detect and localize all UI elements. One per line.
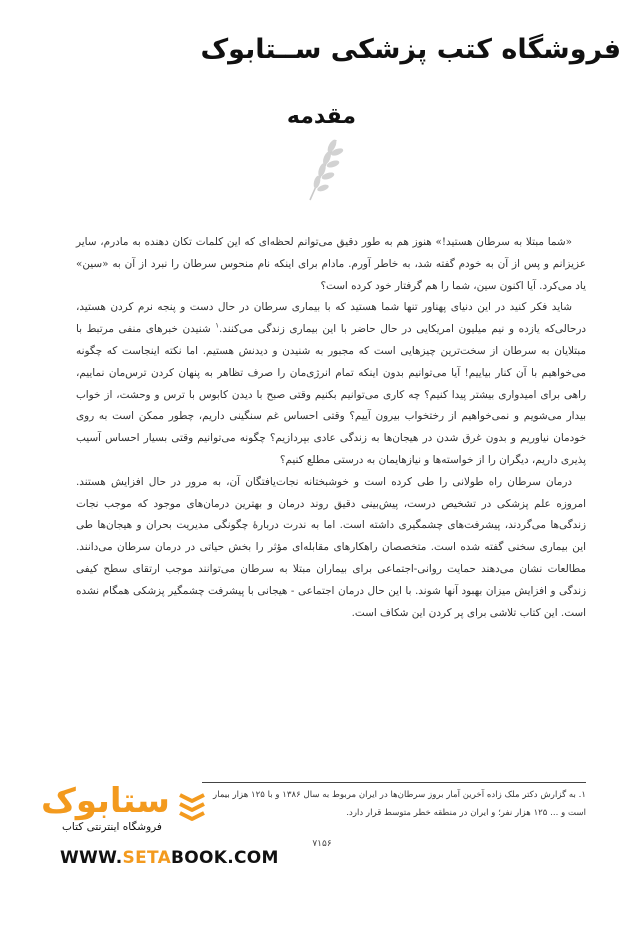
setabook-logo (41, 781, 202, 839)
page-number: ۷۱۵۶ (312, 839, 332, 849)
url-accent: SETA (122, 848, 172, 868)
paragraph-2-start: شاید فکر کنید در این دنیای پهناور تنها شما هستید که با بیماری سرطان در حال دست و پنجه نرم کردن هستید، درحالی‌که یازده و نیم میلیون امریکایی در حال حاضر با این بیماری زندگی می‌کنند. (76, 301, 586, 336)
logo-brand-name: ستابوک (41, 781, 170, 821)
body-text (76, 232, 586, 624)
footnote-reference: ۱ (215, 321, 219, 330)
paragraph-1: «شما مبتلا به سرطان هستید!» هنوز هم به طور دقیق می‌توانم لحظه‌ای که این کلمات تکان دهنده به مادرم، سایر عزیزانم و پس از آن به خودم گفته شد، به خاطر آورم. مادام برای اینکه نام منحوس سرطان را نبرد از آن به «سین» یاد می‌کرد. آیا اکنون سین، شما را هم گرفتار خود کرده است؟ (76, 236, 586, 292)
url-suffix: BOOK.COM (171, 848, 279, 868)
paragraph-2 (76, 297, 586, 471)
store-title: فروشگاه کتب پزشکی ســتابوک (200, 34, 621, 65)
paragraph-3: درمان سرطان راه طولانی را طی کرده است و خوشبختانه نجات‌یافتگان آن، به مرور در حال افزایش هستند. امروزه علم پزشکی در تشخیص درست، پیش‌بینی دقیق روند درمان و بهترین درمان‌های موجود که موجب نجات زندگی‌ها می‌گردند، پیشرفت‌های چشمگیری داشته است. اما به ندرت دربارهٔ چگونگی مدیریت بحران و هیجان‌ها طی این بیماری سخنی گفته شده است. متخصصان راهکارهای مقابله‌ای مؤثر را بخش حیاتی در درمان سرطان می‌دانند. مطالعات نشان می‌دهند حمایت روانی-اجتماعی برای بیماران مبتلا به سرطان می‌توانند موجب ارتقای سطح کیفی زندگی و افزایش میزان بهبود آنها شوند. با این حال درمان اجتماعی - هیجانی با پیشرفت چشمگیر پزشکی همگام نشده است. این کتاب تلاشی برای پر کردن این شکاف است. (76, 475, 586, 619)
stacked-books-icon (178, 789, 206, 827)
chapter-title: مقدمه (286, 104, 357, 129)
paragraph-2-rest: شنیدن خبرهای منفی مرتبط با مبتلایان به سرطان از سخت‌ترین چیزهایی است که مجبور به شنیدن و دیدنش هستیم. اما نکته اینجاست که چگونه می‌خواهیم با آن کنار بیاییم! آیا می‌توانیم بدون اینکه تمام انرژی‌مان را صرف تظاهر به پنهان کردن ترس‌مان نماییم، راهی برای امیدواری بیشتر پیدا کنیم؟ چه کاری می‌توانیم بکنیم وقتی صبح با دیدن کابوس با ترس و وحشت، از خواب بیدار می‌شویم و نمی‌خواهیم از رختخواب بیرون آییم؟ وقتی احساس غم سنگینی داریم، چطور ممکن است به روی خودمان نیاوریم و بدون غرق شدن در هیجان‌ها به زندگی عادی بپردازیم؟ چگونه می‌توانیم وقتی بسیار احساس آسیب پذیری داریم، دیگران را از خواسته‌ها و نیازهایمان به درستی مطلع کنیم؟ (76, 323, 586, 466)
url-prefix: WWW. (60, 848, 123, 868)
logo-box (41, 781, 202, 839)
site-url (60, 848, 360, 868)
wheat-ornament-icon (300, 134, 346, 204)
logo-tagline: فروشگاه اینترنتی کتاب (62, 821, 162, 833)
footnote: ۱. به گزارش دکتر ملک زاده آخرین آمار بروز سرطان‌ها در ایران مربوط به سال ۱۳۸۶ و با ۱۲۵ هزار بیمار است و ... ۱۲۵ هزار نفر؛ و ایران در منطقه خطر متوسط قرار دارد. (213, 790, 586, 818)
